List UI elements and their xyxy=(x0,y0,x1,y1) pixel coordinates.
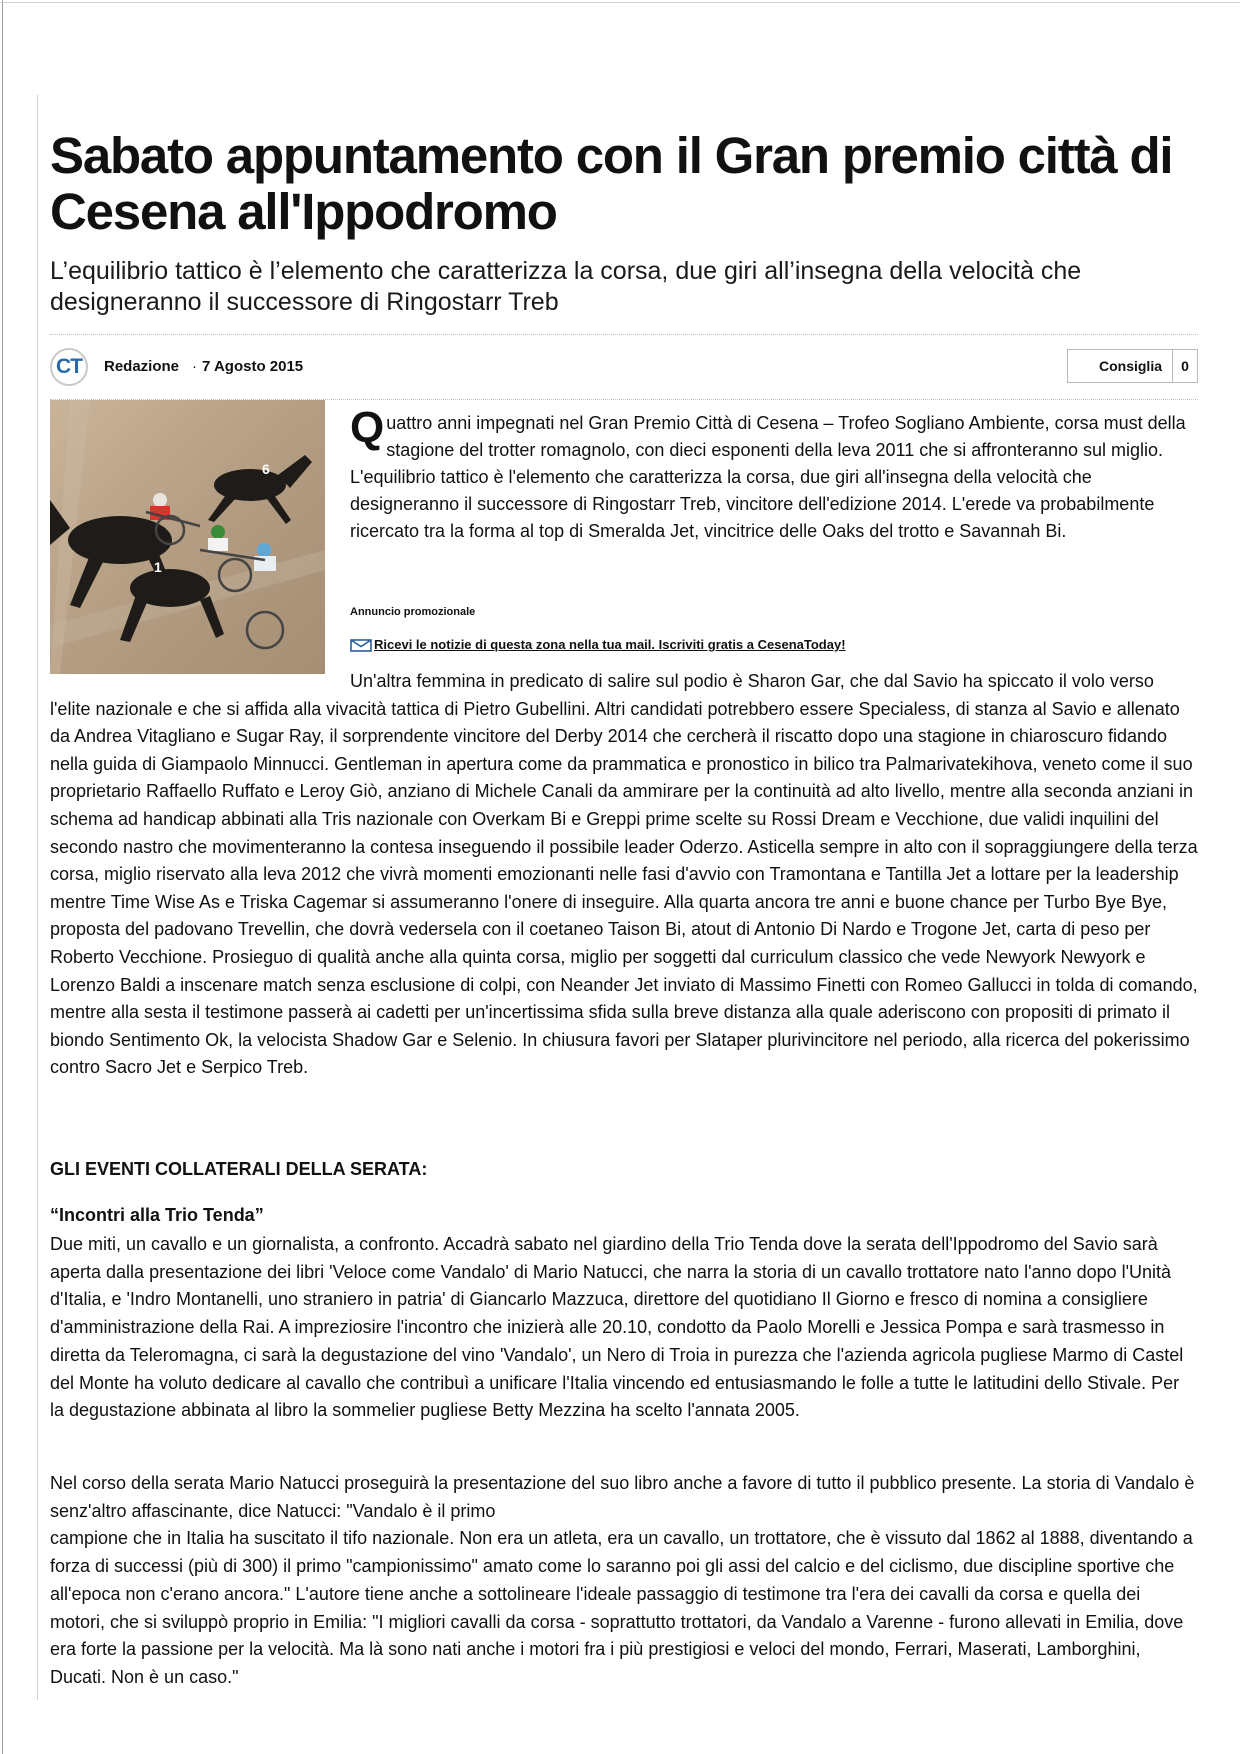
page-border-top xyxy=(0,2,1240,3)
photo-number-1: 1 xyxy=(154,559,162,575)
article-title: Sabato appuntamento con il Gran premio città di Cesena all'Ippodromo xyxy=(50,127,1173,240)
publish-date: 7 Agosto 2015 xyxy=(202,358,304,375)
events-heading: GLI EVENTI COLLATERALI DELLA SERATA: xyxy=(50,1159,428,1179)
newsletter-link[interactable] xyxy=(350,637,846,652)
logo-text: CT xyxy=(56,355,82,378)
promo-label: Annuncio promozionale xyxy=(350,606,476,618)
author-link[interactable]: Redazione xyxy=(104,358,180,375)
content-border-line xyxy=(37,95,38,1700)
byline-separator: · xyxy=(192,358,197,375)
article-subtitle: L’equilibrio tattico è l’elemento che caratterizza la corsa, due giri all’insegna della velocità che designeranno il successore di Ringostarr Treb xyxy=(50,257,1082,316)
newsletter-link-text[interactable]: Ricevi le notizie di questa zona nella tua mail. Iscriviti gratis a CesenaToday! xyxy=(374,637,846,652)
article xyxy=(50,127,1198,1687)
lead-paragraph xyxy=(350,403,1198,545)
incontri-paragraph: Due miti, un cavallo e un giornalista, a confronto. Accadrà sabato nel giardino della Trio Tenda dove la serata dell'Ippodromo del Savio sarà aperta dalla presentazione dei libri 'Veloce come Vandalo' di Mario Natucci, che narra la storia di un cavallo trottatore nato l'anno dopo l'Unità d'Italia, e 'Indro Montanelli, uno straniero in patria' di Giancarlo Mazzuca, direttore del quotidiano Il Giorno e fresco di nomina a consigliere d'amministrazione della Rai. A impreziosire l'incontro che inizierà alle 20.10, condotto da Paolo Morelli e Jessica Pompa e sarà trasmesso in diretta da Teleromagna, ci sarà la degustazione del vino 'Vandalo', un Nero di Troia in purezza che l'azienda agricola pugliese Marmo di Castel del Monte ha voluto dedicare al cavallo che contribuì a unificare l'Italia vincendo ed entusiasmando le folle a tutte le latitudini dello Stivale. Per la degustazione abbinata al libro la sommelier pugliese Betty Mezzina ha scelto l'annata 2005. xyxy=(50,1234,1184,1421)
like-button[interactable] xyxy=(1067,349,1198,383)
final-paragraph xyxy=(50,1470,1198,1692)
page-border-left xyxy=(2,0,3,1754)
harness-racing-photo-icon xyxy=(50,400,325,674)
photo-number-6: 6 xyxy=(262,461,270,477)
final-paragraph-first-line: Nel corso della serata Mario Natucci proseguirà la presentazione del suo libro anche a favore di tutto il pubblico presente. La storia di Vandalo è senz'altro affascinante, dice Natucci: "Vandalo è il primo xyxy=(50,1473,1195,1521)
like-button-label[interactable]: Consiglia xyxy=(1068,350,1173,382)
lead-paragraph-text: uattro anni impegnati nel Gran Premio Città di Cesena – Trofeo Sogliano Ambiente, corsa must della stagione del trotter romagnolo, con dieci esponenti della leva 2011 che si affronteranno sul miglio. L'equilibrio tattico è l'elemento che caratterizza la corsa, due giri all'insegna della velocità che designeranno il successore di Ringostarr Treb, vincitore dell'edizione 2014. L'erede va probabilmente ricercato tra la forma al top di Smeralda Jet, vincitrice delle Oaks del trotto e Savannah Bi. xyxy=(350,413,1186,541)
incontri-heading: “Incontri alla Trio Tenda” xyxy=(50,1205,264,1225)
byline-bar xyxy=(50,334,1198,400)
like-count: 0 xyxy=(1181,358,1189,374)
harness-racing-photo xyxy=(50,400,325,674)
body-paragraph: Un'altra femmina in predicato di salire sul podio è Sharon Gar, che dal Savio ha spiccato il volo verso l'elite nazionale e che si affida alla vivacità tattica di Pietro Gubellini. Altri candidati potrebbero essere Specialess, di stanza al Savio e allenato da Andrea Vitagliano e Sugar Ray, il sorprendente vincitore del Derby 2014 che cercherà il riscatto dopo una stagione in chiaroscuro fidando nella guida di Giampaolo Minnucci. Gentleman in apertura come da prammatica e pronostico in bilico tra Palmarivatekihova, veneto come il suo proprietario Raffaello Ruffato e Leroy Giò, anziano di Michele Canali da ammirare per la continuità ad alto livello, mentre alla seconda anziani in schema ad handicap abbinati alla Tris nazionale con Overkam Bi e Greppi prime scelte su Rossi Dream e Vecchione, due validi inquilini del secondo nastro che movimenteranno la contesa inseguendo il possibile leader Oderzo. Asticella sempre in alto con il sopraggiungere della terza corsa, miglio riservato alla leva 2012 che vivrà momenti emozionanti nelle fasi d'avvio con Tramontana e Tantilla Jet a lottare per la leadership mentre Time Wise As e Triska Cagemar si assumeranno l'onere di inseguire. Alla quarta ancora tre anni e buone chance per Turbo Bye Bye, proposta del padovano Trevellin, che dovrà vedersela con il coetaneo Taison Bi, atout di Antonio Di Nardo e Trogone Jet, carta di peso per Roberto Vecchione. Prosieguo di qualità anche alla quinta corsa, miglio per soggetti dal curriculum classico che vede Newyork Newyork e Lorenzo Baldi a inscenare match senza esclusione di colpi, con Neander Jet inviato di Massimo Finetti con Romeo Gallucci in tolda di comando, mentre alla sesta il testimone passerà ai cadetti per un'incertissima sfida sulla breve distanza alla quale aderiscono con propositi di primato il biondo Sentimento Ok, la velocista Shadow Gar e Selenio. In chiusura favori per Slataper plurivincitore nel periodo, alla ricerca del pokerissimo contro Sacro Jet e Serpico Treb. xyxy=(50,671,1198,1078)
lead-dropcap: Q xyxy=(350,403,385,452)
final-paragraph-rest: campione che in Italia ha suscitato il tifo nazionale. Non era un atleta, era un cavallo, un trottatore, che è vissuto dal 1862 al 1888, diventando a forza di successi (più di 300) il primo "campionissimo" amato come lo saranno poi gli assi del calcio e del ciclismo, due discipline sportive che all'epoca non c'erano ancora." L'autore tiene anche a sottolineare l'ideale passaggio di testimone tra l'era dei cavalli da corsa e quella dei motori, che si sviluppò proprio in Emilia: "I migliori cavalli da corsa - soprattutto trottatori, da Vandalo a Varenne - furono allevati in Emilia, dove era forte la passione per la velocità. Ma là sono nati anche i motori fra i più prestigiosi e veloci del mondo, Ferrari, Maserati, Lamborghini, Ducati. Non è un caso." xyxy=(50,1528,1193,1687)
cesenatoday-logo-icon xyxy=(50,348,88,386)
envelope-icon xyxy=(350,639,372,652)
